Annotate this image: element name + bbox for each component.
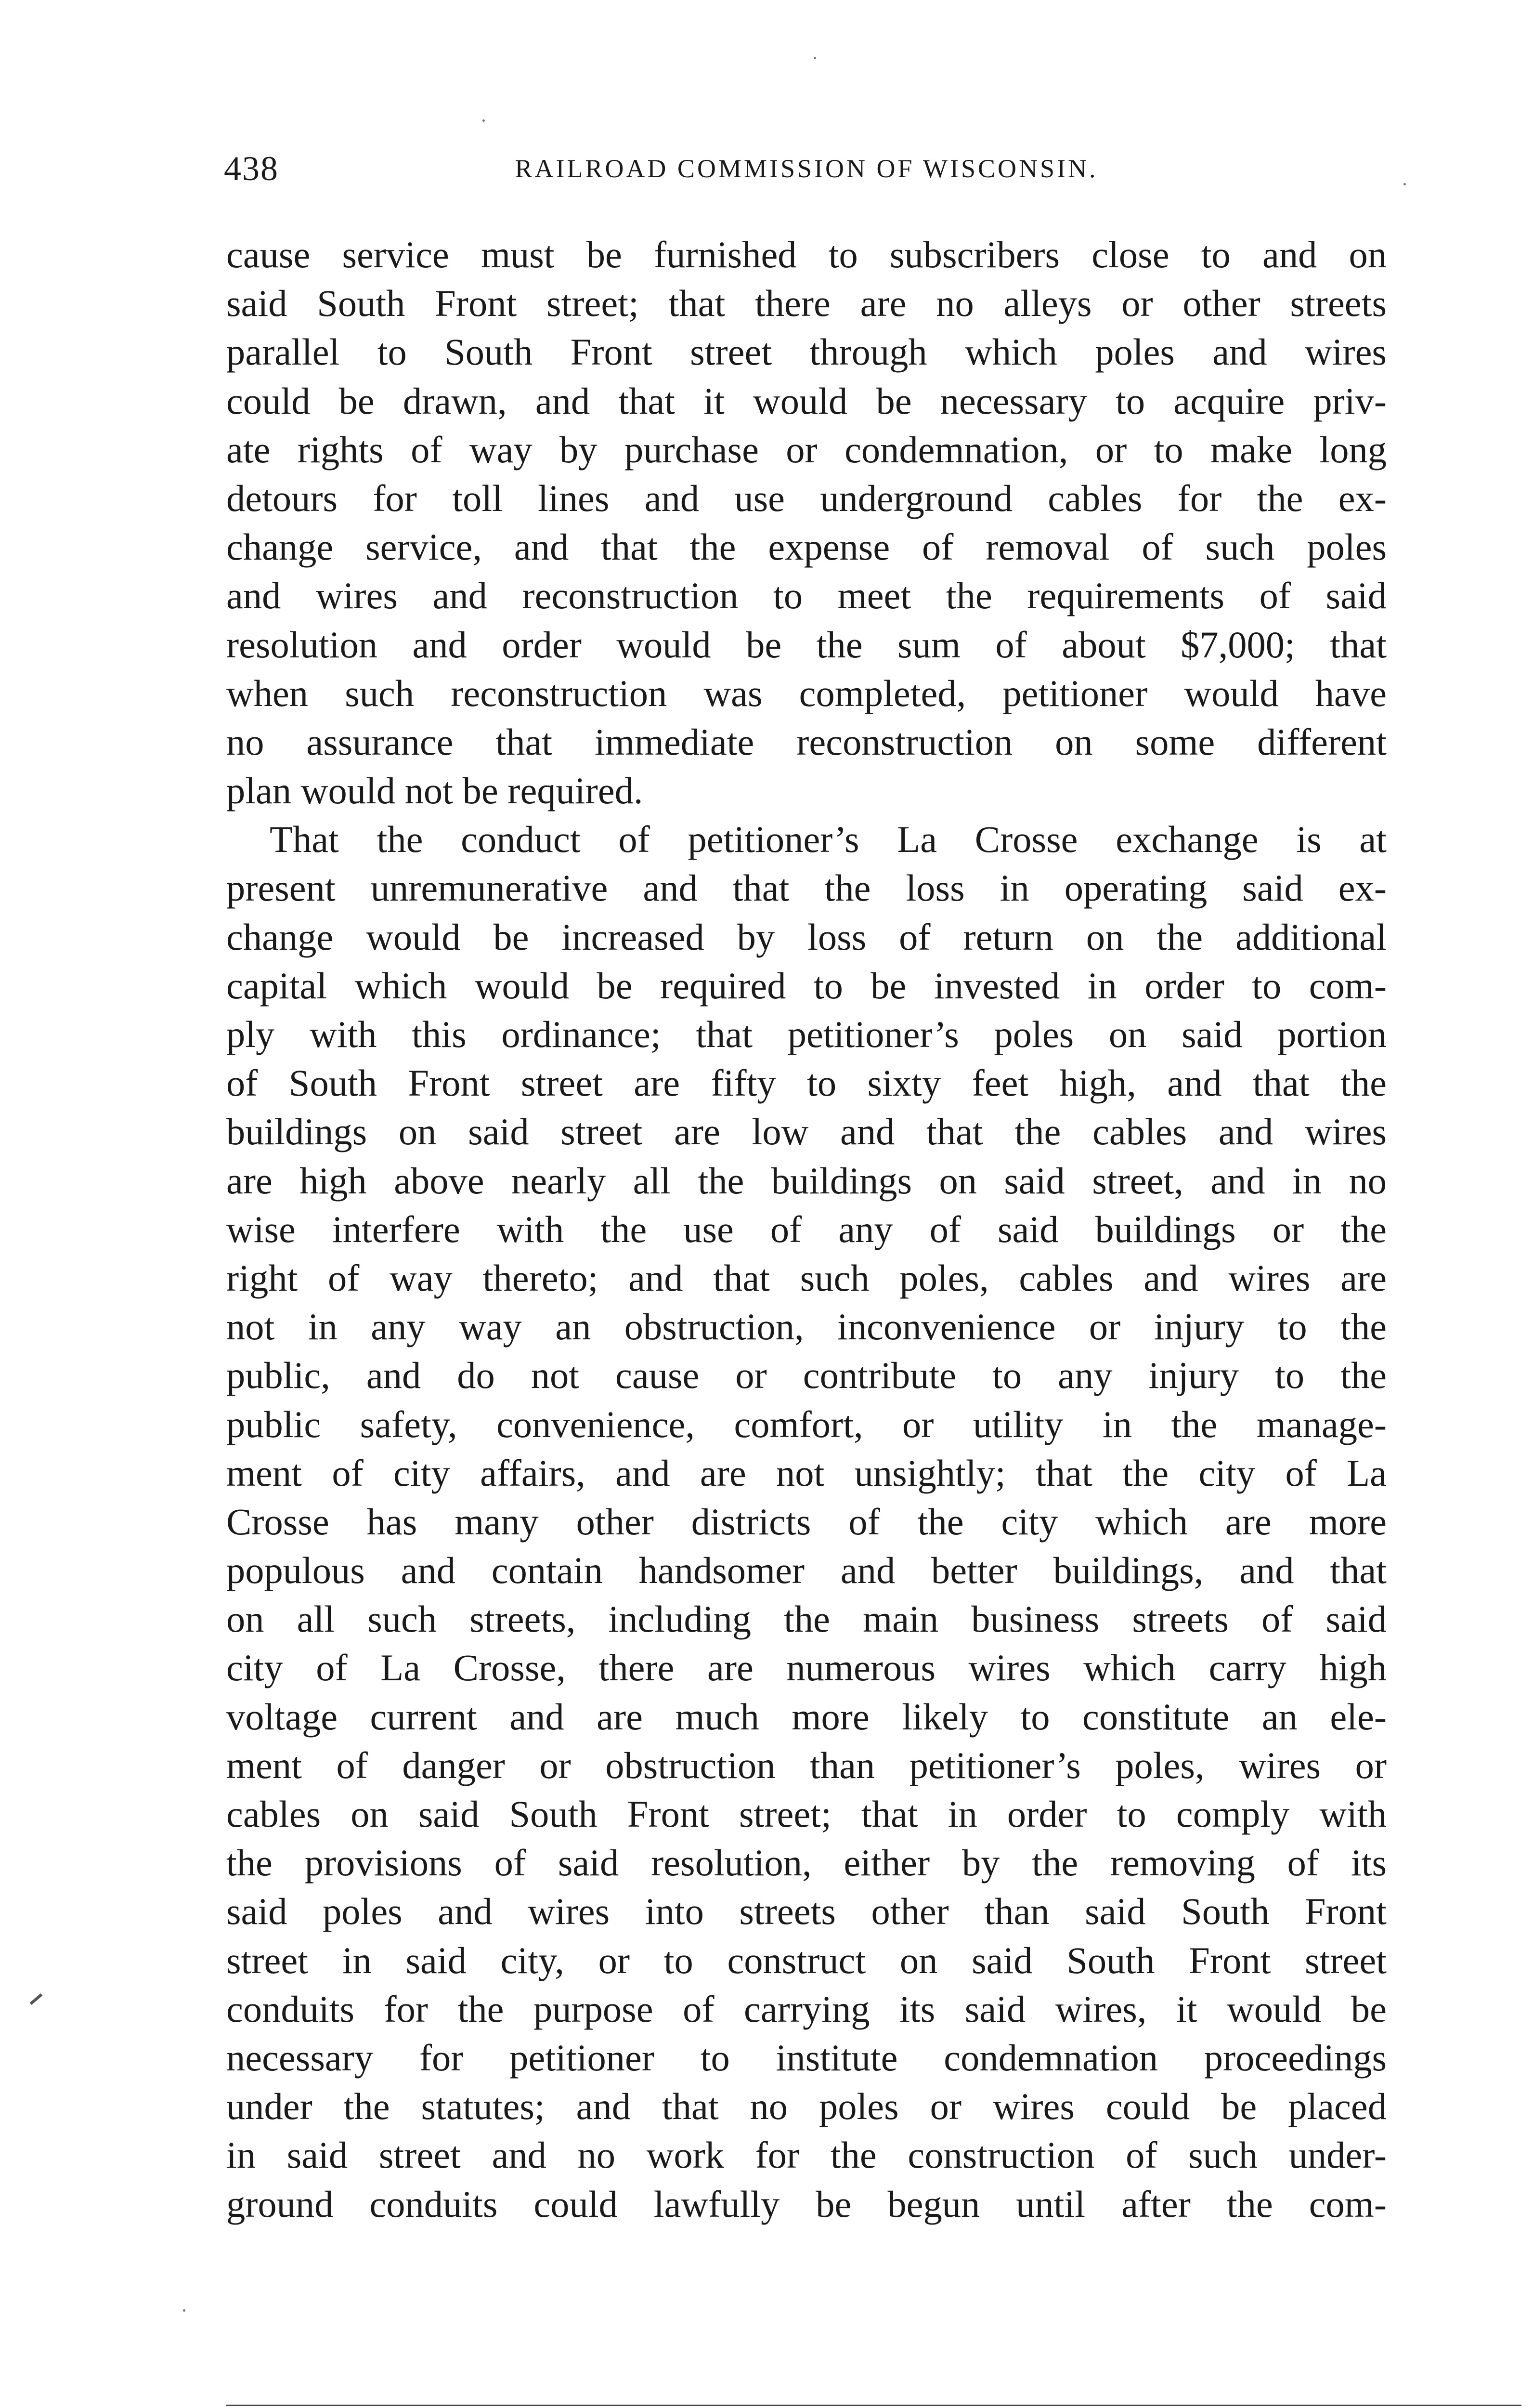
text-line: change service, and that the expense of removal of such poles xyxy=(226,526,1387,568)
text-line: ate rights of way by purchase or condemnation, or to make long xyxy=(226,428,1387,471)
text-line: capital which would be required to be invested in order to com- xyxy=(226,964,1387,1007)
paragraph xyxy=(226,230,1387,815)
text-line: wise interfere with the use of any of said buildings or the xyxy=(226,1208,1387,1250)
body-text xyxy=(226,230,1387,2228)
speck xyxy=(814,57,816,59)
bottom-rule xyxy=(226,2405,1521,2406)
speck xyxy=(1403,183,1406,185)
text-line: said poles and wires into streets other than said South Front xyxy=(226,1890,1387,1933)
text-line: cause service must be furnished to subscribers close to and on xyxy=(226,234,1387,275)
text-line: not in any way an obstruction, inconvenience or injury to the xyxy=(226,1306,1387,1348)
margin-mark xyxy=(30,1993,43,2005)
text-line: right of way thereto; and that such poles, cables and wires are xyxy=(226,1256,1387,1299)
text-line: parallel to South Front street through which poles and wires xyxy=(226,331,1387,373)
text-line: necessary for petitioner to institute condemnation proceedings xyxy=(226,2036,1387,2079)
text-line: under the statutes; and that no poles or wires could be placed xyxy=(226,2085,1387,2128)
running-head: RAILROAD COMMISSION OF WISCONSIN. xyxy=(515,154,1098,183)
text-line: ground conduits could lawfully be begun until after the com- xyxy=(226,2183,1387,2225)
text-line: no assurance that immediate reconstruction on some different xyxy=(226,720,1387,763)
page-header xyxy=(224,144,1389,193)
text-line: voltage current and are much more likely to constitute an ele- xyxy=(226,1695,1387,1738)
text-line: present unremunerative and that the loss in operating said ex- xyxy=(226,867,1387,909)
text-line: of South Front street are fifty to sixty feet high, and that the xyxy=(226,1062,1387,1104)
text-line: the provisions of said resolution, either by the removing of its xyxy=(226,1842,1387,1884)
text-line: in said street and no work for the construction of such under- xyxy=(226,2134,1387,2176)
text-line: That the conduct of petitioner’s La Crosse exchange is at xyxy=(270,818,1387,861)
text-line: ply with this ordinance; that petitioner’s poles on said portion xyxy=(226,1013,1387,1055)
text-line: are high above nearly all the buildings on said street, and in no xyxy=(226,1159,1387,1202)
page-number: 438 xyxy=(224,149,279,188)
text-line: said South Front street; that there are no alleys or other streets xyxy=(226,282,1387,325)
text-line: city of La Crosse, there are numerous wires which carry high xyxy=(226,1647,1387,1689)
text-line: ment of danger or obstruction than petitioner’s poles, wires or xyxy=(226,1744,1387,1786)
speck xyxy=(183,2309,185,2312)
text-line: ment of city affairs, and are not unsightly; that the city of La xyxy=(226,1452,1387,1494)
speck xyxy=(482,119,485,122)
text-line: detours for toll lines and use underground cables for the ex- xyxy=(226,477,1387,519)
paragraph xyxy=(226,815,1387,2228)
text-line: on all such streets, including the main business streets of said xyxy=(226,1598,1387,1640)
text-line: plan would not be required. xyxy=(226,770,643,812)
text-line: Crosse has many other districts of the city which are more xyxy=(226,1500,1387,1543)
text-line: could be drawn, and that it would be necessary to acquire priv- xyxy=(226,380,1387,422)
text-line: resolution and order would be the sum of about $7,000; that xyxy=(226,623,1387,666)
text-line: buildings on said street are low and that the cables and wires xyxy=(226,1111,1387,1153)
text-line: and wires and reconstruction to meet the requirements of said xyxy=(226,575,1387,617)
text-line: public safety, convenience, comfort, or utility in the manage- xyxy=(226,1403,1387,1445)
text-line: when such reconstruction was completed, petitioner would have xyxy=(226,672,1387,714)
text-line: change would be increased by loss of return on the additional xyxy=(226,916,1387,958)
text-line: cables on said South Front street; that in order to comply with xyxy=(226,1793,1387,1835)
text-line: populous and contain handsomer and better buildings, and that xyxy=(226,1549,1387,1592)
text-line: public, and do not cause or contribute to any injury to the xyxy=(226,1354,1387,1397)
text-line: street in said city, or to construct on said South Front street xyxy=(226,1939,1387,1981)
text-line: conduits for the purpose of carrying its said wires, it would be xyxy=(226,1988,1387,2030)
